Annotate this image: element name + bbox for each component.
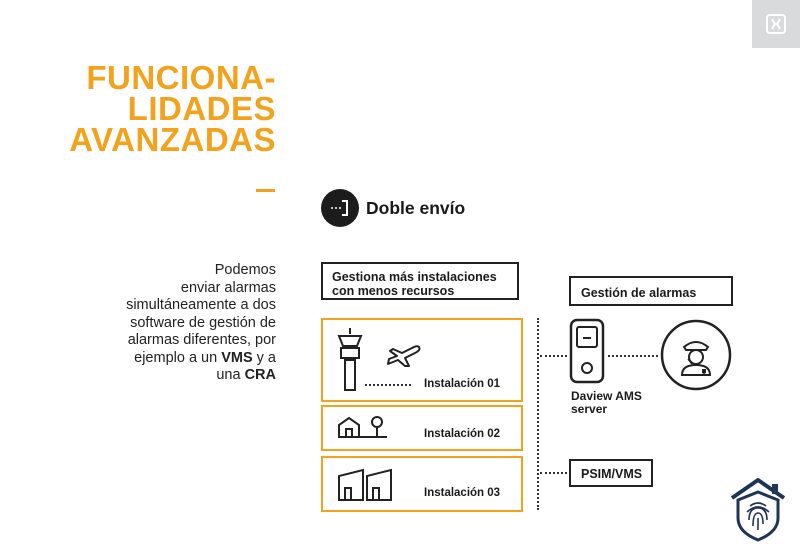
brand-logo-icon xyxy=(766,14,786,34)
double-send-badge xyxy=(321,189,359,227)
desc-bold-cra: CRA xyxy=(244,367,276,383)
server-label xyxy=(571,390,642,416)
airplane-icon xyxy=(385,336,425,376)
installation-label-2: Instalación 02 xyxy=(424,428,501,440)
installations-connector xyxy=(537,318,539,510)
server-label-line-1: Daview AMS xyxy=(571,389,642,403)
description xyxy=(86,262,276,385)
diagram-title: Doble envío xyxy=(366,198,466,218)
server-tower-icon xyxy=(569,318,605,384)
control-tower-icon xyxy=(335,328,365,392)
desc-bold-vms: VMS xyxy=(221,349,253,366)
alarm-management-label: Gestión de alarmas xyxy=(581,286,697,300)
header-box-line-2: con menos recursos xyxy=(332,284,455,298)
header-box-line-1: Gestiona más instalaciones xyxy=(332,270,497,284)
heading-dash xyxy=(256,189,275,192)
heading-line-3: AVANZADAS xyxy=(69,121,276,158)
desc-line xyxy=(86,367,276,385)
header-box xyxy=(321,262,519,300)
installation-box-1 xyxy=(321,318,523,402)
operator-link xyxy=(608,355,658,357)
heading-line-1: FUNCIONA- xyxy=(86,59,276,96)
signpost-icon xyxy=(359,415,389,439)
desc-line: Podemos xyxy=(214,262,276,278)
page-heading xyxy=(60,59,276,158)
installation-box-3 xyxy=(321,456,523,512)
desc-line: simultáneamente a dos xyxy=(126,297,276,313)
desc-line xyxy=(86,350,276,368)
alarm-management-box xyxy=(569,276,733,306)
security-fingerprint-house-logo xyxy=(728,476,788,542)
security-guard-icon xyxy=(660,319,732,391)
installation-label-1: Instalación 01 xyxy=(424,378,501,390)
server-link xyxy=(540,355,567,357)
heading-line-2: LIDADES xyxy=(127,90,276,127)
corner-brand-logo xyxy=(752,0,800,48)
desc-text: y a xyxy=(252,349,276,366)
psim-link xyxy=(540,472,567,474)
inst1-dotted-link xyxy=(365,384,411,386)
double-send-icon xyxy=(321,189,359,227)
installation-box-2 xyxy=(321,405,523,451)
desc-line: software de gestión de xyxy=(130,314,276,331)
factory-icon xyxy=(337,468,399,502)
house-icon xyxy=(337,415,361,439)
server-label-line-2: server xyxy=(571,402,608,416)
installation-label-3: Instalación 03 xyxy=(424,487,501,499)
desc-text: ejemplo a un xyxy=(134,349,222,366)
psim-vms-label: PSIM/VMS xyxy=(581,467,643,481)
desc-text: una xyxy=(216,367,245,383)
desc-line: alarmas diferentes, por xyxy=(127,332,276,348)
desc-line: enviar alarmas xyxy=(180,279,276,296)
psim-vms-box xyxy=(569,459,653,487)
